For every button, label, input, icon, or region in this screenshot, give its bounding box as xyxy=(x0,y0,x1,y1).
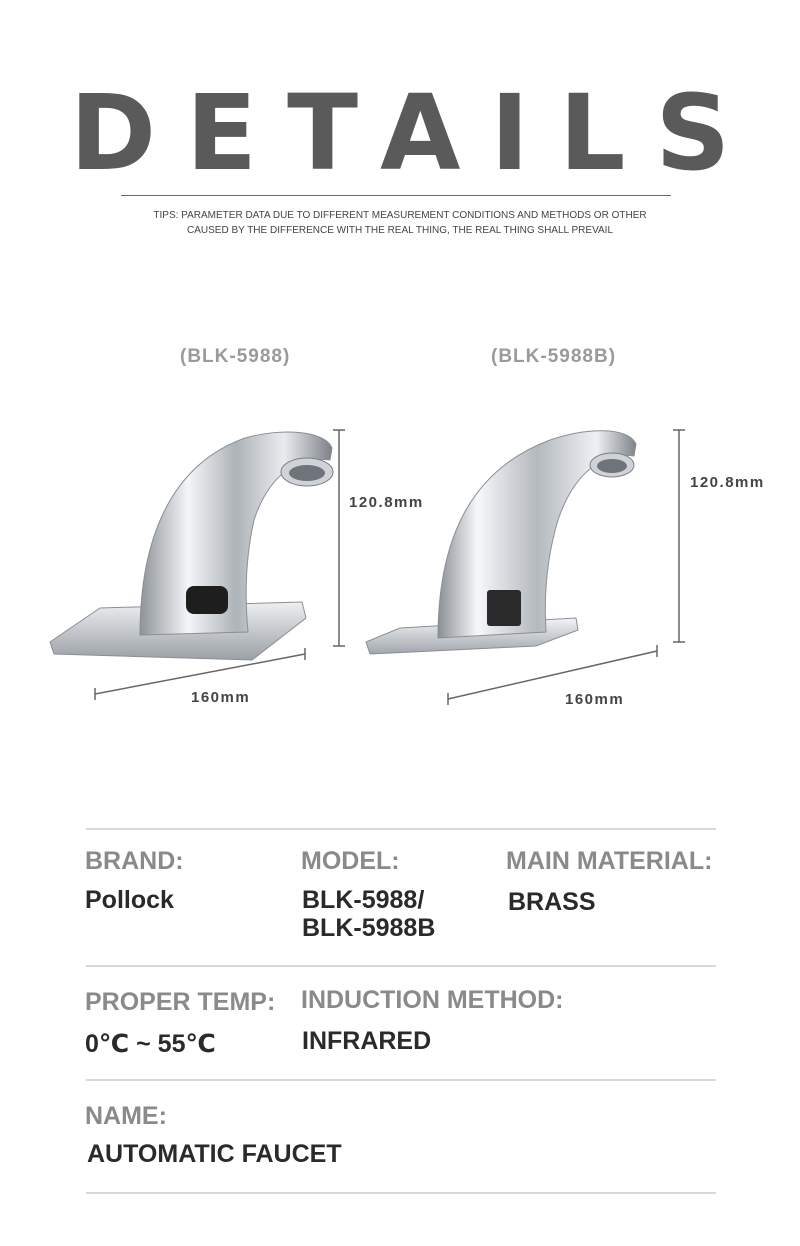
model-value-line-1: BLK-5988/ xyxy=(302,886,425,914)
brand-label: BRAND: xyxy=(85,847,184,875)
model-label: MODEL: xyxy=(301,847,400,875)
material-value: BRASS xyxy=(508,888,596,916)
name-label: NAME: xyxy=(85,1102,167,1130)
name-value: AUTOMATIC FAUCET xyxy=(87,1140,342,1168)
material-label: MAIN MATERIAL: xyxy=(506,847,713,875)
temp-label: PROPER TEMP: xyxy=(85,988,276,1016)
temp-value: 0℃ ~ 55℃ xyxy=(85,1030,216,1058)
faucet-image-bkl5988 xyxy=(40,420,360,720)
page-title: DETAILS xyxy=(69,72,761,194)
product-1-width-dim: 160mm xyxy=(191,689,251,706)
tips-text xyxy=(100,208,700,238)
spec-divider xyxy=(86,1192,716,1194)
product-2-width-dim: 160mm xyxy=(565,691,625,708)
product-1-height-dim: 120.8mm xyxy=(349,494,424,511)
spec-divider xyxy=(86,828,716,830)
tips-line-2: CAUSED BY THE DIFFERENCE WITH THE REAL THING, THE REAL THING SHALL PREVAIL xyxy=(186,225,614,236)
model-value-line-2: BLK-5988B xyxy=(302,914,436,942)
induction-value: INFRARED xyxy=(302,1027,432,1055)
tips-line-1: TIPS: PARAMETER DATA DUE TO DIFFERENT MEASUREMENT CONDITIONS AND METHODS OR OTHER xyxy=(153,210,647,221)
faucet-image-bkl5988b xyxy=(360,410,700,710)
spec-divider xyxy=(86,1079,716,1081)
spec-divider xyxy=(86,965,716,967)
product-2-model-label: (BLK-5988B) xyxy=(491,346,617,367)
brand-value: Pollock xyxy=(85,886,174,914)
title-divider xyxy=(121,195,671,196)
induction-label: INDUCTION METHOD: xyxy=(301,986,564,1014)
product-2-height-dim: 120.8mm xyxy=(690,474,765,491)
product-1-model-label: (BLK-5988) xyxy=(180,346,291,367)
